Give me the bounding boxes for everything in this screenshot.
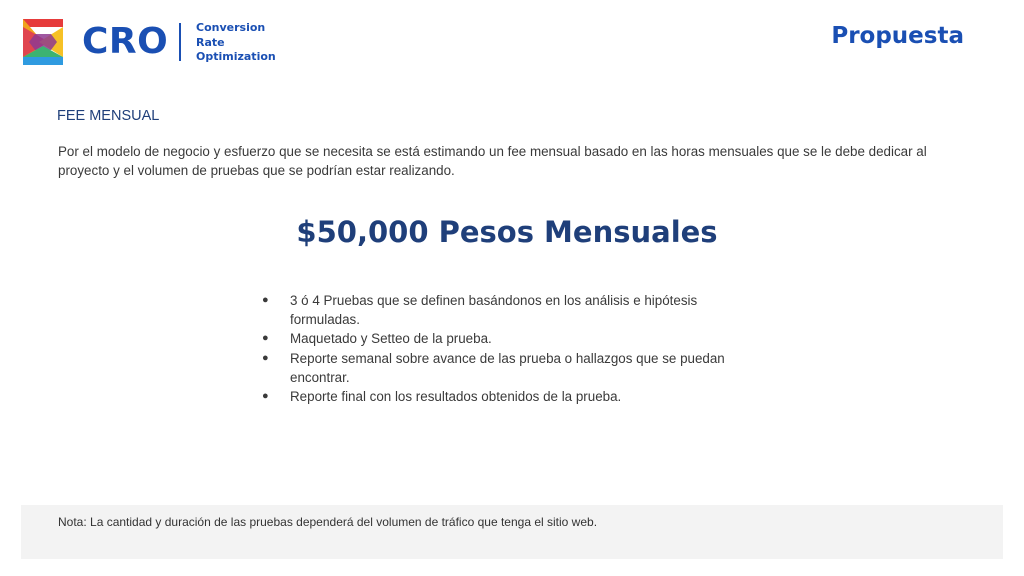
logo-subtitle-line: Conversion <box>196 21 266 34</box>
list-item-text: Reporte semanal sobre avance de las prueba o hallazgos que se puedan encontrar. <box>290 350 725 385</box>
cro-logo-icon <box>23 19 63 65</box>
logo-subtitle-line: Optimization <box>196 50 276 63</box>
deliverables-list <box>262 291 762 406</box>
logo-subtitle-line: Rate <box>196 35 225 49</box>
logo-subtitle <box>196 21 276 65</box>
note-box <box>21 505 1003 559</box>
list-item <box>262 291 762 329</box>
list-item-text: 3 ó 4 Pruebas que se definen basándonos en los análisis e hipótesis formuladas. <box>290 293 698 328</box>
list-item <box>262 329 762 348</box>
logo-wordmark: CRO <box>82 21 169 62</box>
page-title: Propuesta <box>831 23 964 49</box>
bullet-icon: ● <box>262 351 269 364</box>
bullet-icon: ● <box>262 390 269 403</box>
bullet-icon: ● <box>262 332 269 345</box>
section-heading: FEE MENSUAL <box>57 108 160 124</box>
note-text: Nota: La cantidad y duración de las pruebas dependerá del volumen de tráfico que tenga el sitio web. <box>58 515 598 529</box>
list-item <box>262 349 762 387</box>
list-item-text: Reporte final con los resultados obtenidos de la prueba. <box>290 389 622 405</box>
intro-paragraph: Por el modelo de negocio y esfuerzo que se necesita se está estimando un fee mensual basado en las horas mensuales que se le debe dedicar al proyecto y el volumen de pruebas que se podrían estar realizando. <box>58 144 927 178</box>
bullet-icon: ● <box>262 294 269 306</box>
list-item <box>262 387 762 406</box>
logo-divider <box>179 23 181 61</box>
price-headline: $50,000 Pesos Mensuales <box>296 215 718 249</box>
list-item-text: Maquetado y Setteo de la prueba. <box>290 331 492 347</box>
